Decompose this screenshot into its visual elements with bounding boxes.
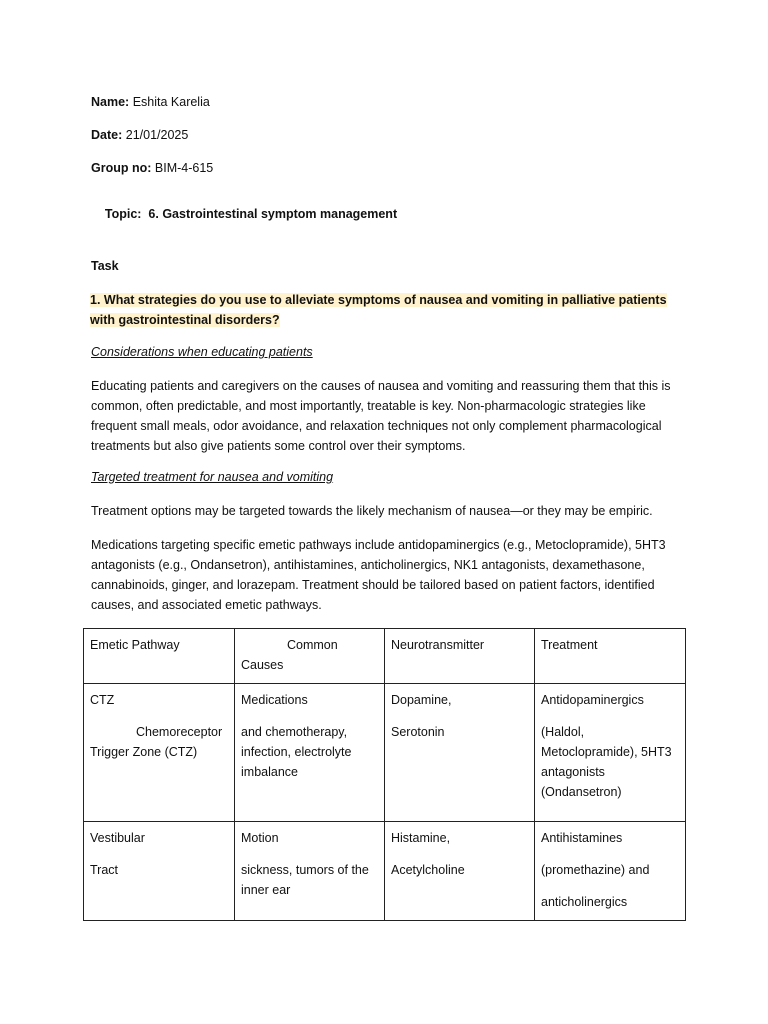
task-heading: Task: [91, 259, 119, 273]
group-label: Group no:: [91, 161, 152, 175]
group-value: BIM-4-615: [151, 161, 214, 175]
cell-treatment: Antidopaminergics (Haldol, Metoclopramide), 5HT3 antagonists (Ondansetron): [535, 684, 686, 822]
header-treatment: Treatment: [535, 629, 686, 684]
emetic-pathway-table: [83, 628, 686, 921]
question-text: [90, 290, 670, 330]
header-common-causes: Common Causes: [235, 629, 385, 684]
header-neurotransmitter: Neurotransmitter: [385, 629, 535, 684]
date-value: 21/01/2025: [122, 128, 189, 142]
table-row: [84, 822, 686, 921]
date-line: [91, 128, 188, 142]
date-label: Date:: [91, 128, 123, 142]
header-emetic-pathway: Emetic Pathway: [84, 629, 235, 684]
section-heading-education: Considerations when educating patients: [91, 345, 313, 359]
paragraph-medications: Medications targeting specific emetic pathways include antidopaminergics (e.g., Metoclopramide), 5HT3 antagonists (e.g., Ondansetron), antihistamines, anticholinergics, NK1 antagonists, dexamethasone, cannabinoids, ginger, and lorazepam. Treatment should be tailored based on patient factors, identified causes, and associated emetic pathways.: [91, 538, 666, 612]
section-heading-targeted-treatment: Targeted treatment for nausea and vomiting: [91, 470, 334, 484]
cell-pathway: Vestibular Tract: [84, 822, 235, 921]
name-line: [91, 95, 210, 109]
group-line: [91, 161, 213, 175]
cell-neurotransmitter: Dopamine, Serotonin: [385, 684, 535, 822]
paragraph-treatment-options: Treatment options may be targeted towards the likely mechanism of nausea—or they may be empiric.: [91, 504, 653, 518]
question-highlight: 1. What strategies do you use to alleviate symptoms of nausea and vomiting in palliative patients with gastrointestinal disorders?: [90, 293, 667, 327]
name-label: Name:: [91, 95, 130, 109]
cell-pathway: CTZ Chemoreceptor Trigger Zone (CTZ): [84, 684, 235, 822]
cell-neurotransmitter: Histamine, Acetylcholine: [385, 822, 535, 921]
table-row: [84, 684, 686, 822]
table-header-row: [84, 629, 686, 684]
cell-treatment: Antihistamines (promethazine) and anticholinergics: [535, 822, 686, 921]
topic-line: [91, 193, 397, 235]
cell-causes: Motion sickness, tumors of the inner ear: [235, 822, 385, 921]
cell-causes: Medications and chemotherapy, infection, electrolyte imbalance: [235, 684, 385, 822]
paragraph-education: Educating patients and caregivers on the causes of nausea and vomiting and reassuring them that this is common, often predictable, and most importantly, treatable is key. Non-pharmacologic strategies like frequent small meals, odor avoidance, and relaxation techniques not only complement pharmacological treatments but also give patients some control over their symptoms.: [91, 379, 671, 453]
topic-value: 6. Gastrointestinal symptom management: [141, 207, 398, 221]
name-value: Eshita Karelia: [129, 95, 210, 109]
topic-label: Topic:: [104, 207, 142, 221]
